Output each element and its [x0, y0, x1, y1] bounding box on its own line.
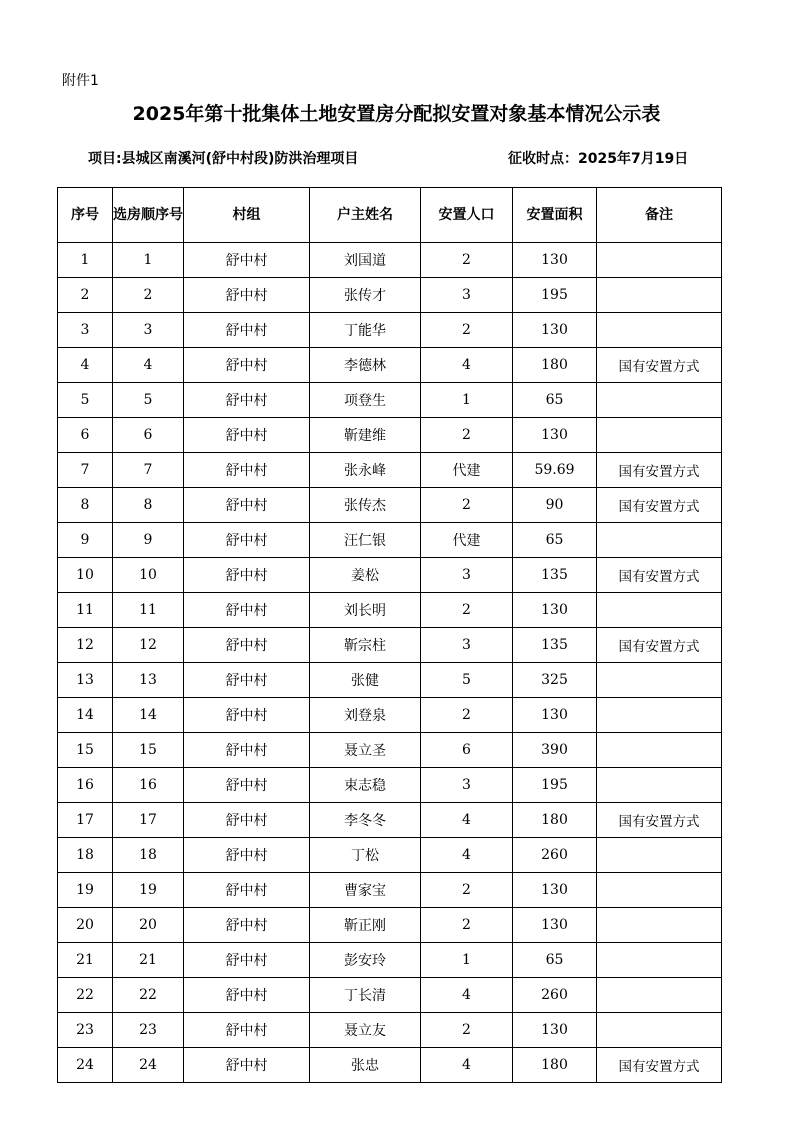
cell-remark: [597, 768, 722, 803]
table-body: [58, 243, 722, 1083]
cell-householder: 靳建维: [310, 418, 421, 453]
col-header-village: 村组: [184, 188, 310, 243]
cell-index: 15: [58, 733, 113, 768]
cell-village: 舒中村: [184, 593, 310, 628]
cell-area: 325: [513, 663, 597, 698]
cell-selection-order: 1: [113, 243, 184, 278]
cell-remark: 国有安置方式: [597, 453, 722, 488]
cell-householder: 聂立圣: [310, 733, 421, 768]
cell-index: 23: [58, 1013, 113, 1048]
table-row: [58, 523, 722, 558]
cell-selection-order: 14: [113, 698, 184, 733]
cell-index: 12: [58, 628, 113, 663]
cell-selection-order: 2: [113, 278, 184, 313]
cell-householder: 张健: [310, 663, 421, 698]
cell-population: 4: [421, 1048, 513, 1083]
cell-village: 舒中村: [184, 978, 310, 1013]
cell-index: 17: [58, 803, 113, 838]
cell-selection-order: 10: [113, 558, 184, 593]
cell-population: 代建: [421, 453, 513, 488]
cell-population: 1: [421, 383, 513, 418]
cell-area: 130: [513, 873, 597, 908]
cell-householder: 丁松: [310, 838, 421, 873]
cell-population: 2: [421, 488, 513, 523]
cell-population: 2: [421, 873, 513, 908]
table-row: [58, 908, 722, 943]
cell-index: 19: [58, 873, 113, 908]
cell-householder: 李冬冬: [310, 803, 421, 838]
cell-population: 2: [421, 1013, 513, 1048]
cell-village: 舒中村: [184, 1013, 310, 1048]
cell-remark: [597, 243, 722, 278]
table-row: [58, 348, 722, 383]
table-row: [58, 313, 722, 348]
table-row: [58, 593, 722, 628]
cell-selection-order: 18: [113, 838, 184, 873]
cell-remark: [597, 278, 722, 313]
cell-index: 1: [58, 243, 113, 278]
cell-remark: [597, 418, 722, 453]
cell-remark: [597, 978, 722, 1013]
cell-index: 11: [58, 593, 113, 628]
resettlement-table: [57, 187, 722, 1083]
cell-village: 舒中村: [184, 628, 310, 663]
cell-population: 4: [421, 348, 513, 383]
cell-area: 65: [513, 523, 597, 558]
table-row: [58, 838, 722, 873]
cell-area: 65: [513, 943, 597, 978]
cell-remark: [597, 383, 722, 418]
cell-area: 130: [513, 418, 597, 453]
cell-index: 2: [58, 278, 113, 313]
cell-householder: 丁能华: [310, 313, 421, 348]
cell-selection-order: 16: [113, 768, 184, 803]
cell-area: 260: [513, 838, 597, 873]
cell-index: 21: [58, 943, 113, 978]
cell-area: 90: [513, 488, 597, 523]
table-row: [58, 943, 722, 978]
cell-village: 舒中村: [184, 908, 310, 943]
cell-population: 3: [421, 278, 513, 313]
cell-population: 2: [421, 593, 513, 628]
cell-selection-order: 15: [113, 733, 184, 768]
table-row: [58, 698, 722, 733]
table-row: [58, 278, 722, 313]
cell-remark: [597, 663, 722, 698]
col-header-selection-order: 选房顺序号: [113, 188, 184, 243]
cell-householder: 曹家宝: [310, 873, 421, 908]
cell-village: 舒中村: [184, 418, 310, 453]
cell-remark: 国有安置方式: [597, 628, 722, 663]
cell-index: 3: [58, 313, 113, 348]
cell-village: 舒中村: [184, 383, 310, 418]
cell-village: 舒中村: [184, 558, 310, 593]
cell-population: 3: [421, 628, 513, 663]
cell-index: 16: [58, 768, 113, 803]
col-header-remark: 备注: [597, 188, 722, 243]
cell-village: 舒中村: [184, 523, 310, 558]
cell-remark: [597, 523, 722, 558]
cell-selection-order: 23: [113, 1013, 184, 1048]
cell-remark: [597, 943, 722, 978]
cell-population: 2: [421, 698, 513, 733]
table-row: [58, 558, 722, 593]
cell-selection-order: 17: [113, 803, 184, 838]
cell-population: 6: [421, 733, 513, 768]
cell-selection-order: 13: [113, 663, 184, 698]
cell-population: 代建: [421, 523, 513, 558]
cell-selection-order: 24: [113, 1048, 184, 1083]
cell-area: 130: [513, 1013, 597, 1048]
cell-householder: 张永峰: [310, 453, 421, 488]
table-row: [58, 1048, 722, 1083]
cell-selection-order: 21: [113, 943, 184, 978]
cell-householder: 李德林: [310, 348, 421, 383]
cell-index: 7: [58, 453, 113, 488]
cell-remark: 国有安置方式: [597, 803, 722, 838]
cell-village: 舒中村: [184, 873, 310, 908]
cell-selection-order: 20: [113, 908, 184, 943]
cell-area: 260: [513, 978, 597, 1013]
cell-remark: 国有安置方式: [597, 488, 722, 523]
cell-index: 8: [58, 488, 113, 523]
cell-area: 135: [513, 558, 597, 593]
cell-village: 舒中村: [184, 768, 310, 803]
cell-population: 5: [421, 663, 513, 698]
table-row: [58, 768, 722, 803]
table-row: [58, 418, 722, 453]
cell-selection-order: 12: [113, 628, 184, 663]
cell-village: 舒中村: [184, 313, 310, 348]
cell-index: 20: [58, 908, 113, 943]
cell-population: 2: [421, 243, 513, 278]
cell-remark: [597, 908, 722, 943]
cell-index: 13: [58, 663, 113, 698]
cell-village: 舒中村: [184, 453, 310, 488]
cell-area: 180: [513, 348, 597, 383]
col-header-householder: 户主姓名: [310, 188, 421, 243]
cell-remark: [597, 593, 722, 628]
cell-population: 4: [421, 803, 513, 838]
cell-remark: [597, 873, 722, 908]
col-header-population: 安置人口: [421, 188, 513, 243]
cell-area: 390: [513, 733, 597, 768]
cell-index: 4: [58, 348, 113, 383]
cell-index: 6: [58, 418, 113, 453]
cell-village: 舒中村: [184, 488, 310, 523]
cell-village: 舒中村: [184, 243, 310, 278]
cell-area: 195: [513, 278, 597, 313]
cell-householder: 束志稳: [310, 768, 421, 803]
cell-population: 1: [421, 943, 513, 978]
cell-selection-order: 6: [113, 418, 184, 453]
cell-householder: 彭安玲: [310, 943, 421, 978]
cell-index: 18: [58, 838, 113, 873]
cell-area: 135: [513, 628, 597, 663]
cell-selection-order: 5: [113, 383, 184, 418]
cell-area: 130: [513, 593, 597, 628]
cell-selection-order: 4: [113, 348, 184, 383]
cell-remark: [597, 1013, 722, 1048]
cell-householder: 汪仁银: [310, 523, 421, 558]
cell-area: 180: [513, 803, 597, 838]
cell-selection-order: 3: [113, 313, 184, 348]
cell-index: 22: [58, 978, 113, 1013]
cell-remark: [597, 733, 722, 768]
cell-householder: 聂立友: [310, 1013, 421, 1048]
cell-householder: 丁长清: [310, 978, 421, 1013]
cell-index: 24: [58, 1048, 113, 1083]
cell-householder: 靳宗柱: [310, 628, 421, 663]
table-row: [58, 978, 722, 1013]
annex-label: 附件1: [62, 73, 99, 89]
table-row: [58, 1013, 722, 1048]
cell-remark: 国有安置方式: [597, 348, 722, 383]
cell-area: 130: [513, 243, 597, 278]
cell-village: 舒中村: [184, 733, 310, 768]
cell-householder: 张传才: [310, 278, 421, 313]
cell-index: 9: [58, 523, 113, 558]
cell-householder: 张忠: [310, 1048, 421, 1083]
cell-index: 5: [58, 383, 113, 418]
cell-householder: 刘国道: [310, 243, 421, 278]
cell-village: 舒中村: [184, 1048, 310, 1083]
document-title: 2025年第十批集体土地安置房分配拟安置对象基本情况公示表: [132, 103, 661, 125]
project-name: 项目:县城区南溪河(舒中村段)防洪治理项目: [88, 151, 359, 167]
cell-selection-order: 9: [113, 523, 184, 558]
cell-selection-order: 22: [113, 978, 184, 1013]
cell-index: 10: [58, 558, 113, 593]
cell-population: 2: [421, 418, 513, 453]
cell-selection-order: 19: [113, 873, 184, 908]
cell-village: 舒中村: [184, 838, 310, 873]
cell-village: 舒中村: [184, 698, 310, 733]
table-row: [58, 383, 722, 418]
cell-village: 舒中村: [184, 348, 310, 383]
table-row: [58, 803, 722, 838]
cell-remark: [597, 698, 722, 733]
cell-index: 14: [58, 698, 113, 733]
table-row: [58, 628, 722, 663]
cell-householder: 靳正刚: [310, 908, 421, 943]
cell-village: 舒中村: [184, 803, 310, 838]
table-row: [58, 453, 722, 488]
cell-population: 4: [421, 838, 513, 873]
cell-remark: [597, 313, 722, 348]
cell-area: 130: [513, 908, 597, 943]
cell-village: 舒中村: [184, 663, 310, 698]
cell-area: 65: [513, 383, 597, 418]
table-row: [58, 873, 722, 908]
col-header-area: 安置面积: [513, 188, 597, 243]
cell-selection-order: 7: [113, 453, 184, 488]
cell-village: 舒中村: [184, 278, 310, 313]
cell-remark: [597, 838, 722, 873]
table-row: [58, 663, 722, 698]
cell-population: 2: [421, 908, 513, 943]
cell-selection-order: 8: [113, 488, 184, 523]
cell-area: 130: [513, 313, 597, 348]
table-header-row: [58, 188, 722, 243]
cell-population: 4: [421, 978, 513, 1013]
cell-householder: 张传杰: [310, 488, 421, 523]
table-row: [58, 488, 722, 523]
cell-householder: 项登生: [310, 383, 421, 418]
cell-remark: 国有安置方式: [597, 1048, 722, 1083]
table-row: [58, 243, 722, 278]
cell-householder: 刘登泉: [310, 698, 421, 733]
col-header-index: 序号: [58, 188, 113, 243]
table-row: [58, 733, 722, 768]
cell-area: 195: [513, 768, 597, 803]
cell-remark: 国有安置方式: [597, 558, 722, 593]
cell-area: 59.69: [513, 453, 597, 488]
cell-householder: 姜松: [310, 558, 421, 593]
cell-householder: 刘长明: [310, 593, 421, 628]
cell-population: 3: [421, 768, 513, 803]
cell-area: 180: [513, 1048, 597, 1083]
cell-area: 130: [513, 698, 597, 733]
cell-selection-order: 11: [113, 593, 184, 628]
cell-population: 2: [421, 313, 513, 348]
cell-population: 3: [421, 558, 513, 593]
cell-village: 舒中村: [184, 943, 310, 978]
collection-date: 征收时点：2025年7月19日: [508, 151, 689, 167]
